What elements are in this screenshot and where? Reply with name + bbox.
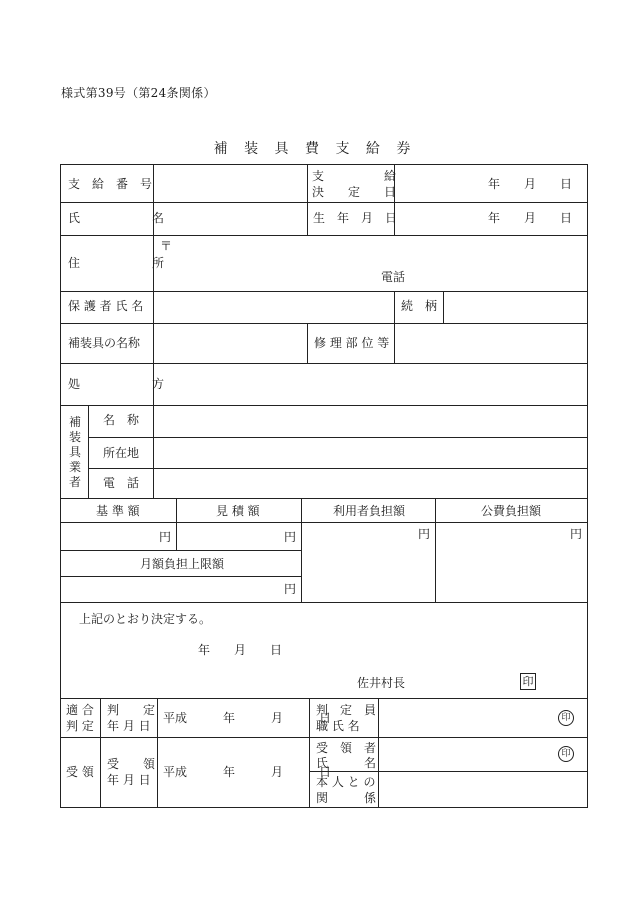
table-border-left bbox=[60, 164, 61, 808]
row-line bbox=[60, 550, 301, 551]
postal-mark: 〒 bbox=[160, 239, 173, 253]
row-line bbox=[60, 522, 588, 523]
label-zokugara: 続 柄 bbox=[401, 299, 438, 313]
row-line bbox=[60, 698, 588, 699]
col-line bbox=[443, 291, 444, 323]
row-line bbox=[60, 576, 301, 577]
header-mitsumori-gaku: 見 積 額 bbox=[216, 504, 260, 518]
label-shoho: 処 方 bbox=[68, 377, 165, 391]
label-gyosha-meisho: 名 称 bbox=[103, 413, 140, 427]
col-line bbox=[301, 498, 302, 602]
header-kijun-gaku: 基 準 額 bbox=[96, 504, 140, 518]
row-line bbox=[88, 437, 588, 438]
row-line bbox=[60, 405, 588, 406]
col-line bbox=[88, 405, 89, 498]
label-hantei-ymd-line1: 判 定 bbox=[107, 703, 156, 717]
col-line bbox=[157, 698, 158, 807]
yen-mitsumori: 円 bbox=[284, 530, 297, 544]
col-line bbox=[394, 323, 395, 363]
header-riyosha-futan: 利用者負担額 bbox=[333, 504, 406, 518]
seal-circle-icon: 印 bbox=[558, 710, 574, 726]
label-gyosha-shozaichi: 所在地 bbox=[103, 446, 140, 460]
col-line bbox=[435, 498, 436, 602]
col-line bbox=[153, 323, 154, 363]
label-hantei-in-line1: 判 定 員 bbox=[316, 703, 377, 717]
label-shikyu-kettei-line2: 決 定 日 bbox=[312, 185, 397, 199]
shikyu-kettei-date: 年 月 日 bbox=[488, 177, 573, 191]
yen-kijun: 円 bbox=[159, 530, 172, 544]
label-getsugaku-jogen: 月額負担上限額 bbox=[140, 557, 225, 571]
label-hosogu-meisho: 補装具の名称 bbox=[68, 336, 141, 350]
seal-square-icon: 印 bbox=[520, 673, 536, 690]
col-line bbox=[307, 323, 308, 363]
table-border-bottom bbox=[60, 807, 588, 808]
row-line bbox=[60, 737, 588, 738]
row-line bbox=[309, 771, 588, 772]
row-line bbox=[60, 202, 588, 203]
yen-riyosha: 円 bbox=[418, 527, 431, 541]
label-juryosha-line1: 受 領 者 bbox=[316, 741, 377, 755]
col-line bbox=[153, 405, 154, 498]
gyosha-char: 者 bbox=[68, 475, 81, 489]
label-juryo-ymd-line1: 受 領 bbox=[107, 757, 156, 771]
label-honnin-line2: 関 係 bbox=[316, 791, 377, 805]
form-title: 補 装 具 費 支 給 券 bbox=[213, 141, 417, 157]
gyosha-char: 業 bbox=[68, 460, 81, 474]
label-juryosha-line2: 氏 名 bbox=[316, 756, 377, 770]
row-line bbox=[60, 323, 588, 324]
label-juryo-ymd-line2: 年 月 日 bbox=[107, 773, 151, 787]
label-shimei: 氏 名 bbox=[68, 211, 165, 225]
label-jusho: 住 所 bbox=[68, 256, 165, 270]
col-line bbox=[153, 291, 154, 323]
row-line bbox=[60, 291, 588, 292]
juryo-date: 平成 年 月 日 bbox=[163, 765, 332, 779]
label-shikyu-kettei-line1: 支 給 bbox=[312, 169, 397, 183]
label-hantei-in-line2: 職 氏 名 bbox=[316, 719, 360, 733]
decision-text: 上記のとおり決定する。 bbox=[79, 612, 212, 626]
row-line bbox=[88, 468, 588, 469]
label-tekigo-line1: 適 合 bbox=[66, 703, 94, 717]
row-line bbox=[60, 498, 588, 499]
row-line bbox=[60, 602, 588, 603]
label-hogosha: 保 護 者 氏 名 bbox=[68, 299, 144, 313]
gyosha-char: 装 bbox=[68, 430, 81, 444]
label-juryo: 受 領 bbox=[66, 765, 94, 779]
mayor-label: 佐井村長 bbox=[357, 676, 406, 690]
yen-kohi: 円 bbox=[570, 527, 583, 541]
gyosha-char: 具 bbox=[68, 445, 81, 459]
label-shikyu-bango: 支 給 番 号 bbox=[68, 177, 153, 191]
col-line bbox=[176, 498, 177, 550]
row-line bbox=[60, 363, 588, 364]
table-border-right bbox=[587, 164, 588, 808]
header-kohi-futan: 公費負担額 bbox=[481, 504, 542, 518]
label-denwa: 電話 bbox=[381, 270, 406, 284]
form-reference: 様式第39号（第24条関係） bbox=[61, 86, 216, 100]
label-gyosha-vertical bbox=[68, 415, 82, 490]
col-line bbox=[307, 164, 308, 235]
gyosha-char: 補 bbox=[68, 415, 81, 429]
birth-date: 年 月 日 bbox=[488, 211, 573, 225]
label-tekigo-line2: 判 定 bbox=[66, 719, 94, 733]
table-border-top bbox=[60, 164, 588, 165]
yen-jogen: 円 bbox=[284, 582, 297, 596]
seal-circle-icon: 印 bbox=[558, 746, 574, 762]
label-shuri-bui: 修 理 部 位 等 bbox=[314, 336, 390, 350]
label-seinengappi: 生 年 月 日 bbox=[313, 211, 398, 225]
decision-date: 年 月 日 bbox=[198, 643, 283, 657]
col-line bbox=[378, 698, 379, 807]
row-line bbox=[60, 235, 588, 236]
hantei-date: 平成 年 月 日 bbox=[163, 711, 332, 725]
label-honnin-line1: 本 人 と の bbox=[316, 775, 376, 789]
col-line bbox=[100, 698, 101, 807]
label-gyosha-denwa: 電 話 bbox=[103, 476, 140, 490]
col-line bbox=[394, 291, 395, 323]
label-hantei-ymd-line2: 年 月 日 bbox=[107, 719, 151, 733]
